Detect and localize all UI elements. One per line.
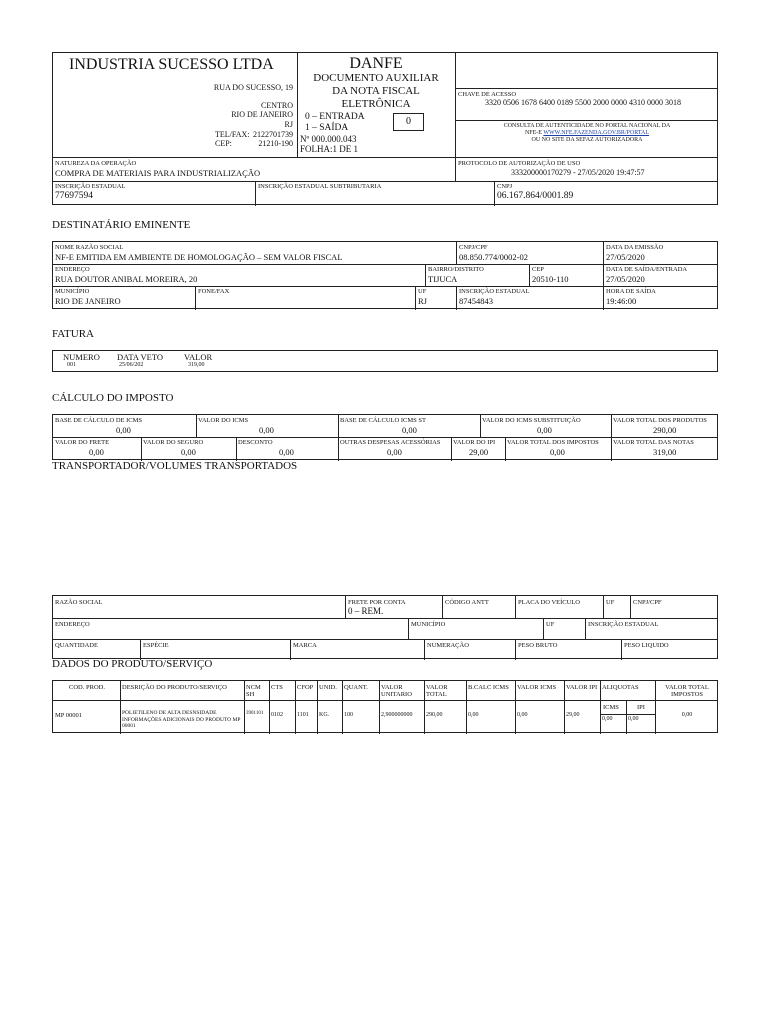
- transp-municipio-label: MUNICÍPIO: [411, 621, 446, 628]
- dest-saida-label: DATA DE SAÍDA/ENTRADA: [606, 266, 688, 273]
- transp-uf2-label: UF: [546, 621, 555, 628]
- th-vipi: VALOR IPI: [566, 684, 598, 691]
- company-district: CENTRO: [261, 101, 293, 110]
- th-descricao: DESRIÇÃO DO PRODUTO/SERVIÇO: [122, 684, 227, 691]
- company-name: INDUSTRIA SUCESSO LTDA: [69, 56, 274, 73]
- row-cst: 0102: [271, 712, 283, 718]
- dest-saida: 27/05/2020: [606, 274, 645, 284]
- transp-peso-bruto-label: PESO BRUTO: [518, 642, 558, 649]
- th-cfop: CFOP: [297, 684, 314, 691]
- fatura-vencimento-label: DATA VETO: [117, 352, 163, 362]
- ie-value: 77697594: [55, 191, 93, 201]
- dest-hora-label: HORA DE SAÍDA: [606, 288, 656, 295]
- row-quant: 100: [344, 712, 353, 718]
- transp-endereco-label: ENDEREÇO: [55, 621, 90, 628]
- th-bcalc: B.CALC ICMS: [468, 684, 509, 691]
- transp-placa-label: PLACA DO VEÍCULO: [518, 599, 580, 606]
- ie-label: INSCRIÇÃO ESTADUAL: [55, 183, 126, 190]
- dest-ie-label: INSCRIÇÃO ESTADUAL: [459, 288, 530, 295]
- valor-st: 0,00: [537, 425, 552, 435]
- valor-icms-label: VALOR DO ICMS: [198, 417, 249, 424]
- dest-uf: RJ: [418, 296, 427, 306]
- tel-fax: 2122701739: [253, 130, 293, 139]
- row-descricao: POLIETILENO DE ALTA DESNSIDADE INFORMAÇÕES ADICIONAIS DO PRODUTO MP 00001: [122, 710, 241, 729]
- dest-cep-label: CEP: [532, 266, 544, 273]
- transp-frete-label: FRETE POR CONTA: [348, 599, 406, 606]
- total-produtos: 290,00: [653, 425, 677, 435]
- seguro: 0,00: [181, 447, 196, 457]
- produtos-table: [52, 680, 718, 733]
- transp-ie-label: INSCRIÇÃO ESTADUAL: [588, 621, 659, 628]
- consulta-line3: OU NO SITE DA SEFAZ AUTORIZADORA: [531, 137, 643, 143]
- outras: 0,00: [387, 447, 402, 457]
- transp-razao-label: RAZÃO SOCIAL: [55, 599, 103, 606]
- fatura-vencimento: 25/06/202: [119, 362, 144, 368]
- company-state: RJ: [284, 120, 293, 129]
- th-quant: QUANT.: [344, 684, 368, 691]
- protocolo-value: 333200000170279 - 27/05/2020 19:47:57: [511, 168, 645, 177]
- ie-sub-label: INSCRIÇÃO ESTADUAL SUBTRIBUTARIA: [258, 183, 382, 190]
- dest-emissao-label: DATA DA EMISSÃO: [606, 244, 664, 251]
- transp-quantidade-label: QUANTIDADE: [55, 642, 98, 649]
- imposto-block: [52, 414, 718, 460]
- row-ncm: 3901101: [246, 711, 264, 716]
- row-vicms: 0,00: [517, 712, 528, 718]
- transp-peso-liquido-label: PESO LIQUIDO: [624, 642, 669, 649]
- total-impostos: 0,00: [550, 447, 565, 457]
- row-ipi: 0,00: [628, 716, 639, 722]
- natureza-label: NATUREZA DA OPERAÇÃO: [55, 160, 137, 167]
- th-total-impostos: VALOR TOTAL IMPOSTOS: [665, 684, 709, 698]
- company-address: RUA DO SUCESSO, 19: [213, 83, 293, 92]
- row-total-impostos: 0,00: [681, 712, 693, 718]
- ipi-label: VALOR DO IPI: [453, 439, 496, 446]
- row-icms: 0,00: [602, 716, 613, 722]
- row-unitario: 2,900000000: [381, 712, 413, 718]
- dest-emissao: 27/05/2020: [606, 252, 645, 262]
- th-aliquotas: ALIQUOTAS: [602, 684, 639, 691]
- saida-label: 1 – SAÍDA: [305, 123, 349, 133]
- dest-fone-label: FONE/FAX: [198, 288, 230, 295]
- tipo-box: 0: [393, 113, 424, 131]
- row-unid: KG.: [319, 712, 330, 718]
- frete: 0,00: [89, 447, 104, 457]
- transp-uf-label: UF: [606, 599, 615, 606]
- transp-antt-label: CÓDIGO ANTT: [445, 599, 489, 606]
- dest-municipio: RIO DE JANEIRO: [55, 296, 121, 306]
- company-city: RIO DE JANEIRO: [231, 110, 293, 119]
- fatura-title: FATURA: [52, 328, 94, 340]
- transp-frete: 0 – REM.: [348, 606, 384, 616]
- danfe-title: DANFE: [349, 55, 403, 72]
- cnpj-value: 06.167.864/0001.89: [497, 191, 574, 201]
- transp-numeracao-label: NUMERAÇÃO: [427, 642, 469, 649]
- dest-cnpj-label: CNPJ/CPF: [459, 244, 488, 251]
- th-ipi: IPI: [637, 704, 645, 711]
- outras-label: OUTRAS DESPESAS ACESSÓRIAS: [340, 439, 441, 446]
- desconto: 0,00: [279, 447, 294, 457]
- chave-acesso: 3320 0506 1678 6400 0189 5500 2000 0000 4310 0000 3018: [485, 98, 681, 107]
- transportador-block: [52, 595, 718, 659]
- transp-cnpj-label: CNPJ/CPF: [633, 599, 662, 606]
- nota-numero: Nº 000.000.043: [300, 134, 357, 144]
- transp-especie-label: ESPÉCIE: [143, 642, 169, 649]
- transp-marca-label: MARCA: [293, 642, 317, 649]
- dest-nome-label: NOME RAZÃO SOCIAL: [55, 244, 124, 251]
- row-total: 290,00: [426, 712, 443, 718]
- th-unitario: VALOR UNITARIO: [381, 684, 412, 698]
- row-cod: MP 00001: [55, 712, 83, 719]
- row-cfop: 1101: [297, 712, 309, 718]
- destinatario-block: [52, 241, 718, 309]
- dest-cep: 20510-110: [532, 274, 569, 284]
- th-cod: COD. PROD.: [69, 684, 105, 691]
- entrada-label: 0 – ENTRADA: [305, 112, 365, 122]
- cep-value: 21210-190: [258, 139, 293, 148]
- row-vipi: 29,00: [566, 712, 580, 718]
- header-block: [52, 52, 718, 205]
- folha: FOLHA:1 DE 1: [300, 144, 358, 154]
- dest-bairro-label: BAIRRO/DISTRITO: [428, 266, 484, 273]
- destinatario-title: DESTINATÁRIO EMINENTE: [52, 219, 191, 231]
- transportador-title: TRANSPORTADOR/VOLUMES TRANSPORTADOS: [52, 460, 298, 472]
- dest-ie: 87454843: [459, 296, 493, 306]
- produtos-title: DADOS DO PRODUTO/SERVIÇO: [52, 658, 213, 670]
- total-impostos-label: VALOR TOTAL DOS IMPOSTOS: [507, 439, 599, 446]
- danfe-sub3: ELETRÔNICA: [341, 98, 411, 110]
- natureza-value: COMPRA DE MATERIAIS PARA INDUSTRIALIZAÇÃO: [55, 168, 261, 178]
- imposto-title: CÁLCULO DO IMPOSTO: [52, 392, 174, 404]
- base-icms: 0,00: [116, 425, 131, 435]
- danfe-sub2: DA NOTA FISCAL: [332, 85, 420, 97]
- total-nota-label: VALOR TOTAL DAS NOTAS: [613, 439, 694, 446]
- frete-label: VALOR DO FRETE: [55, 439, 110, 446]
- total-produtos-label: VALOR TOTAL DOS PRODUTOS: [613, 417, 707, 424]
- portal-link[interactable]: WWW.NFE.FAZENDA.GOV.BR/PORTAL: [543, 130, 650, 136]
- th-icms: ICMS: [603, 704, 619, 711]
- th-ncm: NCM SH: [246, 684, 261, 698]
- seguro-label: VALOR DO SEGURO: [143, 439, 204, 446]
- th-cst: CTS: [271, 684, 283, 691]
- dest-cnpj: 08.850.774/0002-02: [459, 252, 528, 262]
- th-total: VALOR TOTAL: [426, 684, 448, 698]
- dest-uf-label: UF: [418, 288, 427, 295]
- consulta-line1: CONSULTA DE AUTENTICIDADE NO PORTAL NACIONAL DA: [503, 123, 671, 129]
- dest-endereco: RUA DOUTOR ANIBAL MOREIRA, 20: [55, 274, 198, 284]
- dest-municipio-label: MUNICÍPIO: [55, 288, 90, 295]
- base-icms-label: BASE DE CÁLCULO DE ICMS: [55, 417, 143, 424]
- dest-bairro: TIJUCA: [428, 274, 458, 284]
- fatura-numero-label: NUMERO: [63, 352, 100, 362]
- cep-label: CEP:: [215, 139, 232, 148]
- fatura-valor-label: VALOR: [184, 352, 213, 362]
- fatura-block: [52, 350, 718, 372]
- consulta-prefix: NFE-E: [524, 130, 544, 136]
- consulta-line2: [455, 130, 719, 136]
- fatura-valor: 319,00: [188, 362, 205, 368]
- th-unid: UNID.: [319, 684, 337, 691]
- danfe-sub1: DOCUMENTO AUXILIAR: [313, 72, 439, 84]
- th-vicms: VALOR ICMS: [517, 684, 557, 691]
- ipi: 29,00: [469, 447, 489, 457]
- tel-fax-label: TEL/FAX:: [215, 130, 250, 139]
- cnpj-label: CNPJ: [497, 183, 513, 190]
- base-st-label: BASE DE CÁLCULO ICMS ST: [340, 417, 426, 424]
- chave-label: CHAVE DE ACESSO: [458, 91, 517, 98]
- dest-hora: 19:46:00: [606, 296, 637, 306]
- protocolo-label: PROTOCOLO DE AUTORIZAÇÃO DE USO: [458, 160, 581, 167]
- valor-st-label: VALOR DO ICMS SUBSTITUIÇÃO: [482, 417, 581, 424]
- dest-endereco-label: ENDEREÇO: [55, 266, 90, 273]
- fatura-numero: 001: [67, 362, 76, 368]
- dest-nome: NF-E EMITIDA EM AMBIENTE DE HOMOLOGAÇÃO – SEM VALOR FISCAL: [55, 252, 343, 262]
- row-bcalc: 0,00: [468, 712, 479, 718]
- desconto-label: DESCONTO: [238, 439, 273, 446]
- valor-icms: 0,00: [259, 425, 274, 435]
- total-nota: 319,00: [653, 447, 677, 457]
- base-st: 0,00: [402, 425, 417, 435]
